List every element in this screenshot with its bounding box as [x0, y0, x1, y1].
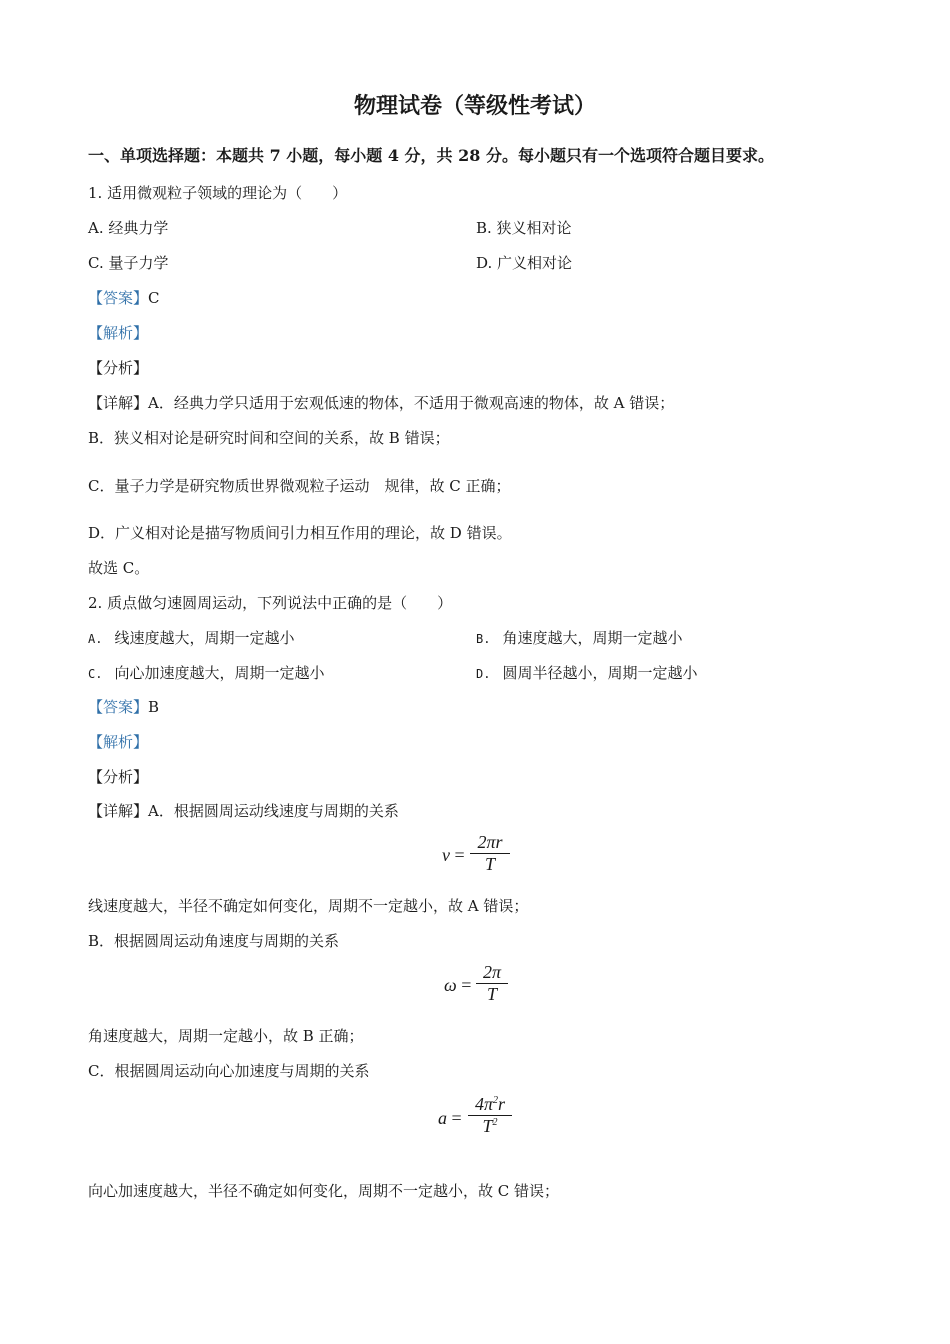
- q2-answer: B: [148, 698, 160, 716]
- option-text: 线速度越大，周期一定越小: [114, 629, 295, 647]
- q2-after-v: 线速度越大，半径不确定如何变化，周期不一定越小，故 A 错误；: [88, 897, 529, 915]
- option-text: 圆周半径越小，周期一定越小: [502, 664, 698, 682]
- q1-analysis-tag: 【解析】: [88, 324, 149, 342]
- numerator: $4\pi^2r$: [474, 1094, 506, 1114]
- q1-conclusion: 故选 C。: [88, 559, 150, 577]
- option-letter: A.: [88, 632, 103, 646]
- formula-lhs: a =: [438, 1108, 462, 1128]
- q1-detail-text: A．经典力学只适用于宏观低速的物体，不适用于微观高速的物体，故 A 错误；: [148, 394, 675, 412]
- q1-detail-a: [88, 393, 674, 413]
- formula-centripetal-acceleration: [438, 1094, 528, 1148]
- q1-option-d: D. 广义相对论: [476, 254, 573, 272]
- fraction: [470, 832, 510, 875]
- q2-after-w: 角速度越大，周期一定越小，故 B 正确；: [88, 1027, 364, 1045]
- q1-option-a: A. 经典力学: [88, 219, 169, 237]
- option-letter: D.: [476, 667, 491, 681]
- q1-detail-d: D．广义相对论是描写物质间引力相互作用的理论，故 D 错误。: [88, 524, 512, 542]
- formula-lhs: v =: [442, 845, 465, 865]
- detail-tag: 【详解】: [88, 394, 149, 412]
- option-text: 向心加速度越大，周期一定越小: [114, 664, 325, 682]
- q1-option-c: C. 量子力学: [88, 254, 169, 272]
- q2-detail-c: C．根据圆周运动向心加速度与周期的关系: [88, 1062, 370, 1080]
- q2-answer-line: [88, 697, 159, 717]
- q2-stem: 2. 质点做匀速圆周运动，下列说法中正确的是（ ）: [88, 594, 453, 612]
- denominator: $T^2$: [482, 1116, 498, 1136]
- numerator: 2π: [482, 962, 502, 982]
- q2-option-c: [88, 663, 324, 684]
- q2-detail-a: [88, 801, 399, 821]
- q2-fenxi: 【分析】: [88, 768, 149, 786]
- denominator: T: [484, 854, 495, 874]
- option-letter: C.: [88, 667, 103, 681]
- q1-fenxi: 【分析】: [88, 359, 149, 377]
- q1-stem: 1. 适用微观粒子领域的理论为（ ）: [88, 184, 348, 202]
- formula-angular-velocity: [444, 962, 524, 1012]
- answer-tag: 【答案】: [88, 698, 149, 716]
- formula-lhs: ω =: [444, 975, 472, 995]
- denominator: T: [486, 984, 497, 1004]
- q2-analysis-tag: 【解析】: [88, 733, 149, 751]
- q2-option-d: [476, 663, 697, 684]
- q1-detail-c: C．量子力学是研究物质世界微观粒子运动 规律，故 C 正确；: [88, 477, 511, 495]
- q1-option-b: B. 狭义相对论: [476, 219, 572, 237]
- answer-tag: 【答案】: [88, 289, 149, 307]
- detail-tag: 【详解】: [88, 802, 149, 820]
- q2-option-b: [476, 628, 682, 649]
- q2-detail-a-text: A．根据圆周运动线速度与周期的关系: [148, 802, 399, 820]
- q1-answer: C: [148, 289, 160, 307]
- option-letter: B.: [476, 632, 491, 646]
- q1-detail-b: B．狭义相对论是研究时间和空间的关系，故 B 错误；: [88, 429, 450, 447]
- page-title: 物理试卷（等级性考试）: [353, 93, 596, 119]
- q1-answer-line: [88, 288, 160, 308]
- q2-option-a: [88, 628, 294, 649]
- fraction: [476, 962, 508, 1005]
- numerator: 2πr: [477, 832, 503, 852]
- fraction: [468, 1094, 512, 1137]
- q2-detail-b: B．根据圆周运动角速度与周期的关系: [88, 932, 340, 950]
- q2-after-a: 向心加速度越大，半径不确定如何变化，周期不一定越小，故 C 错误；: [88, 1182, 560, 1200]
- section-heading: 一、单项选择题：本题共 7 小题，每小题 4 分，共 28 分。每小题只有一个选项符合题目要求。: [88, 146, 774, 165]
- option-text: 角速度越大，周期一定越小: [502, 629, 683, 647]
- formula-linear-velocity: [442, 832, 522, 882]
